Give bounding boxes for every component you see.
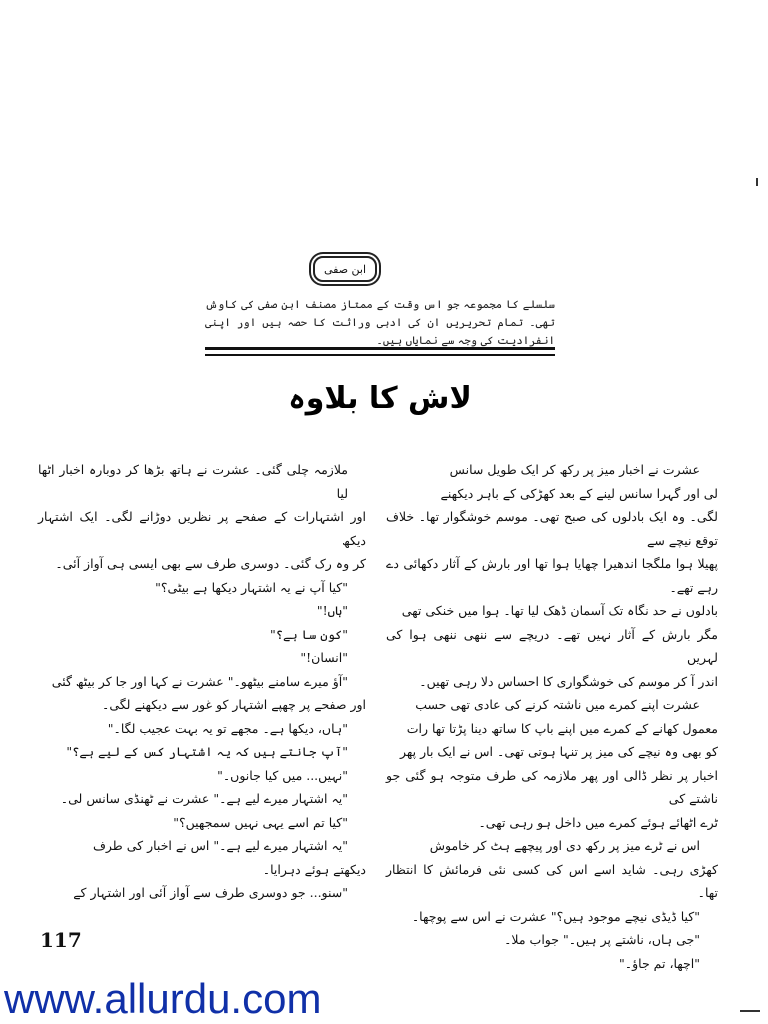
text-line: "یہ اشتہار میرے لیے ہے۔" عشرت نے ٹھنڈی سانس لی۔ bbox=[60, 791, 348, 806]
text-line: کر وہ رک گئی۔ دوسری طرف سے بھی ایسی ہی آواز آئی۔ bbox=[55, 556, 366, 571]
text-line: "کون سا ہے؟" bbox=[269, 626, 348, 642]
site-url-watermark[interactable]: www.allurdu.com bbox=[4, 975, 322, 1022]
text-line: "جی ہاں، ناشتے پر ہیں۔" جواب ملا۔ bbox=[504, 932, 700, 947]
text-line: "یہ اشتہار میرے لیے ہے۔" اس نے اخبار کی طرف bbox=[92, 838, 348, 853]
text-line: ٹرے اٹھائے ہوئے کمرے میں داخل ہو رہی تھی۔ bbox=[478, 814, 718, 830]
text-line: دیکھتے ہوئے دہرایا۔ bbox=[262, 861, 366, 877]
text-line: لی اور گہرا سانس لینے کے بعد کھڑکی کے باہر دیکھنے bbox=[440, 485, 718, 501]
text-line: "کیا ڈیڈی نیچے موجود ہیں؟" عشرت نے اس سے پوچھا۔ bbox=[411, 908, 700, 924]
text-line: "سنو... جو دوسری طرف سے آواز آئی اور اشتہار کے bbox=[73, 885, 348, 900]
text-line: "آپ جانتے ہیں کہ یہ اشتہار کس کے لیے ہے؟" bbox=[66, 744, 348, 759]
text-line: پھیلا ہوا ملگجا اندھیرا چھایا ہوا تھا اور بارش کے آثار دکھائی دے رہے تھے۔ bbox=[386, 556, 718, 595]
text-line: ملازمہ چلی گئی۔ عشرت نے ہاتھ بڑھا کر دوبارہ اخبار اٹھا لیا bbox=[38, 462, 348, 501]
divider-rule bbox=[205, 354, 555, 356]
scan-speck bbox=[740, 1010, 760, 1012]
text-line: "آؤ میرے سامنے بیٹھو۔" عشرت نے کہا اور جا کر بیٹھ گئی bbox=[51, 673, 348, 689]
intro-paragraph: سلسلے کا مجموعہ جو اس وقت کے ممتاز مصنف ابن صفی کی کاوش تھی۔ تمام تحریریں ان کی ادبی وراثت کا حصہ ہیں اور اپنی انفرادیت کی وجہ سے نمایاں ہیں۔ bbox=[205, 298, 555, 347]
text-line: کو بھی وہ نیچے کی میز پر تنہا ہوتی تھی۔ اس نے ایک بار پھر bbox=[400, 744, 718, 759]
page-number: 117 bbox=[40, 928, 82, 952]
divider-rule bbox=[205, 347, 555, 350]
text-line: "اچھا، تم جاؤ۔" bbox=[619, 955, 700, 971]
text-line: اور اشتہارات کے صفحے پر نظریں دوڑانے لگی۔ ایک اشتہار دیکھ bbox=[38, 509, 366, 548]
author-byline: ابن صفی bbox=[313, 256, 377, 282]
scan-speck bbox=[756, 178, 758, 186]
text-line: "کیا آپ نے یہ اشتہار دیکھا ہے بیٹی؟" bbox=[155, 579, 348, 595]
text-line: اس نے ٹرے میز پر رکھ دی اور پیچھے ہٹ کر خاموش bbox=[429, 838, 700, 853]
text-line: بادلوں نے حد نگاہ تک آسمان ڈھک لیا تھا۔ ہوا میں خنکی تھی bbox=[401, 603, 718, 618]
text-line: "ہاں!" bbox=[316, 603, 348, 618]
left-text-column bbox=[38, 458, 366, 905]
text-line: عشرت نے اخبار میز پر رکھ کر ایک طویل سانس bbox=[449, 462, 700, 477]
text-line: عشرت اپنے کمرے میں ناشتہ کرنے کی عادی تھی حسب bbox=[415, 697, 700, 712]
text-line: "ہاں، دیکھا ہے۔ مجھے تو یہ بہت عجیب لگا۔" bbox=[107, 720, 348, 736]
text-line: "انسان!" bbox=[300, 650, 348, 665]
story-title: لاش کا بلاوہ bbox=[288, 381, 472, 416]
right-text-column bbox=[386, 458, 718, 975]
text-line: مگر بارش کے آثار نہیں تھے۔ دریچے سے ننھی ننھی ہوا کی لہریں bbox=[386, 626, 718, 665]
text-line: اندر آ کر موسم کی خوشگواری کا احساس دلا رہی تھیں۔ bbox=[419, 673, 718, 689]
text-line: لگی۔ وہ ایک بادلوں کی صبح تھی۔ موسم خوشگوار تھا۔ خلاف توقع نیچے سے bbox=[386, 509, 718, 548]
text-line: کھڑی رہی۔ شاید اسے اس کی کسی نئی فرمائش کا انتظار تھا۔ bbox=[386, 861, 718, 900]
text-line: "نہیں... میں کیا جانوں۔" bbox=[217, 767, 348, 783]
text-line: اخبار پر نظر ڈالی اور پھر ملازمہ کی طرف متوجہ ہو گئی جو ناشتے کی bbox=[386, 767, 718, 806]
text-line: "کیا تم اسے یہی نہیں سمجھیں؟" bbox=[173, 814, 348, 830]
text-line: اور صفحے پر چھپے اشتہار کو غور سے دیکھنے لگی۔ bbox=[102, 697, 366, 712]
text-line: معمول کھانے کے کمرے میں اپنے باپ کا ساتھ دینا پڑتا تھا رات bbox=[406, 720, 718, 736]
